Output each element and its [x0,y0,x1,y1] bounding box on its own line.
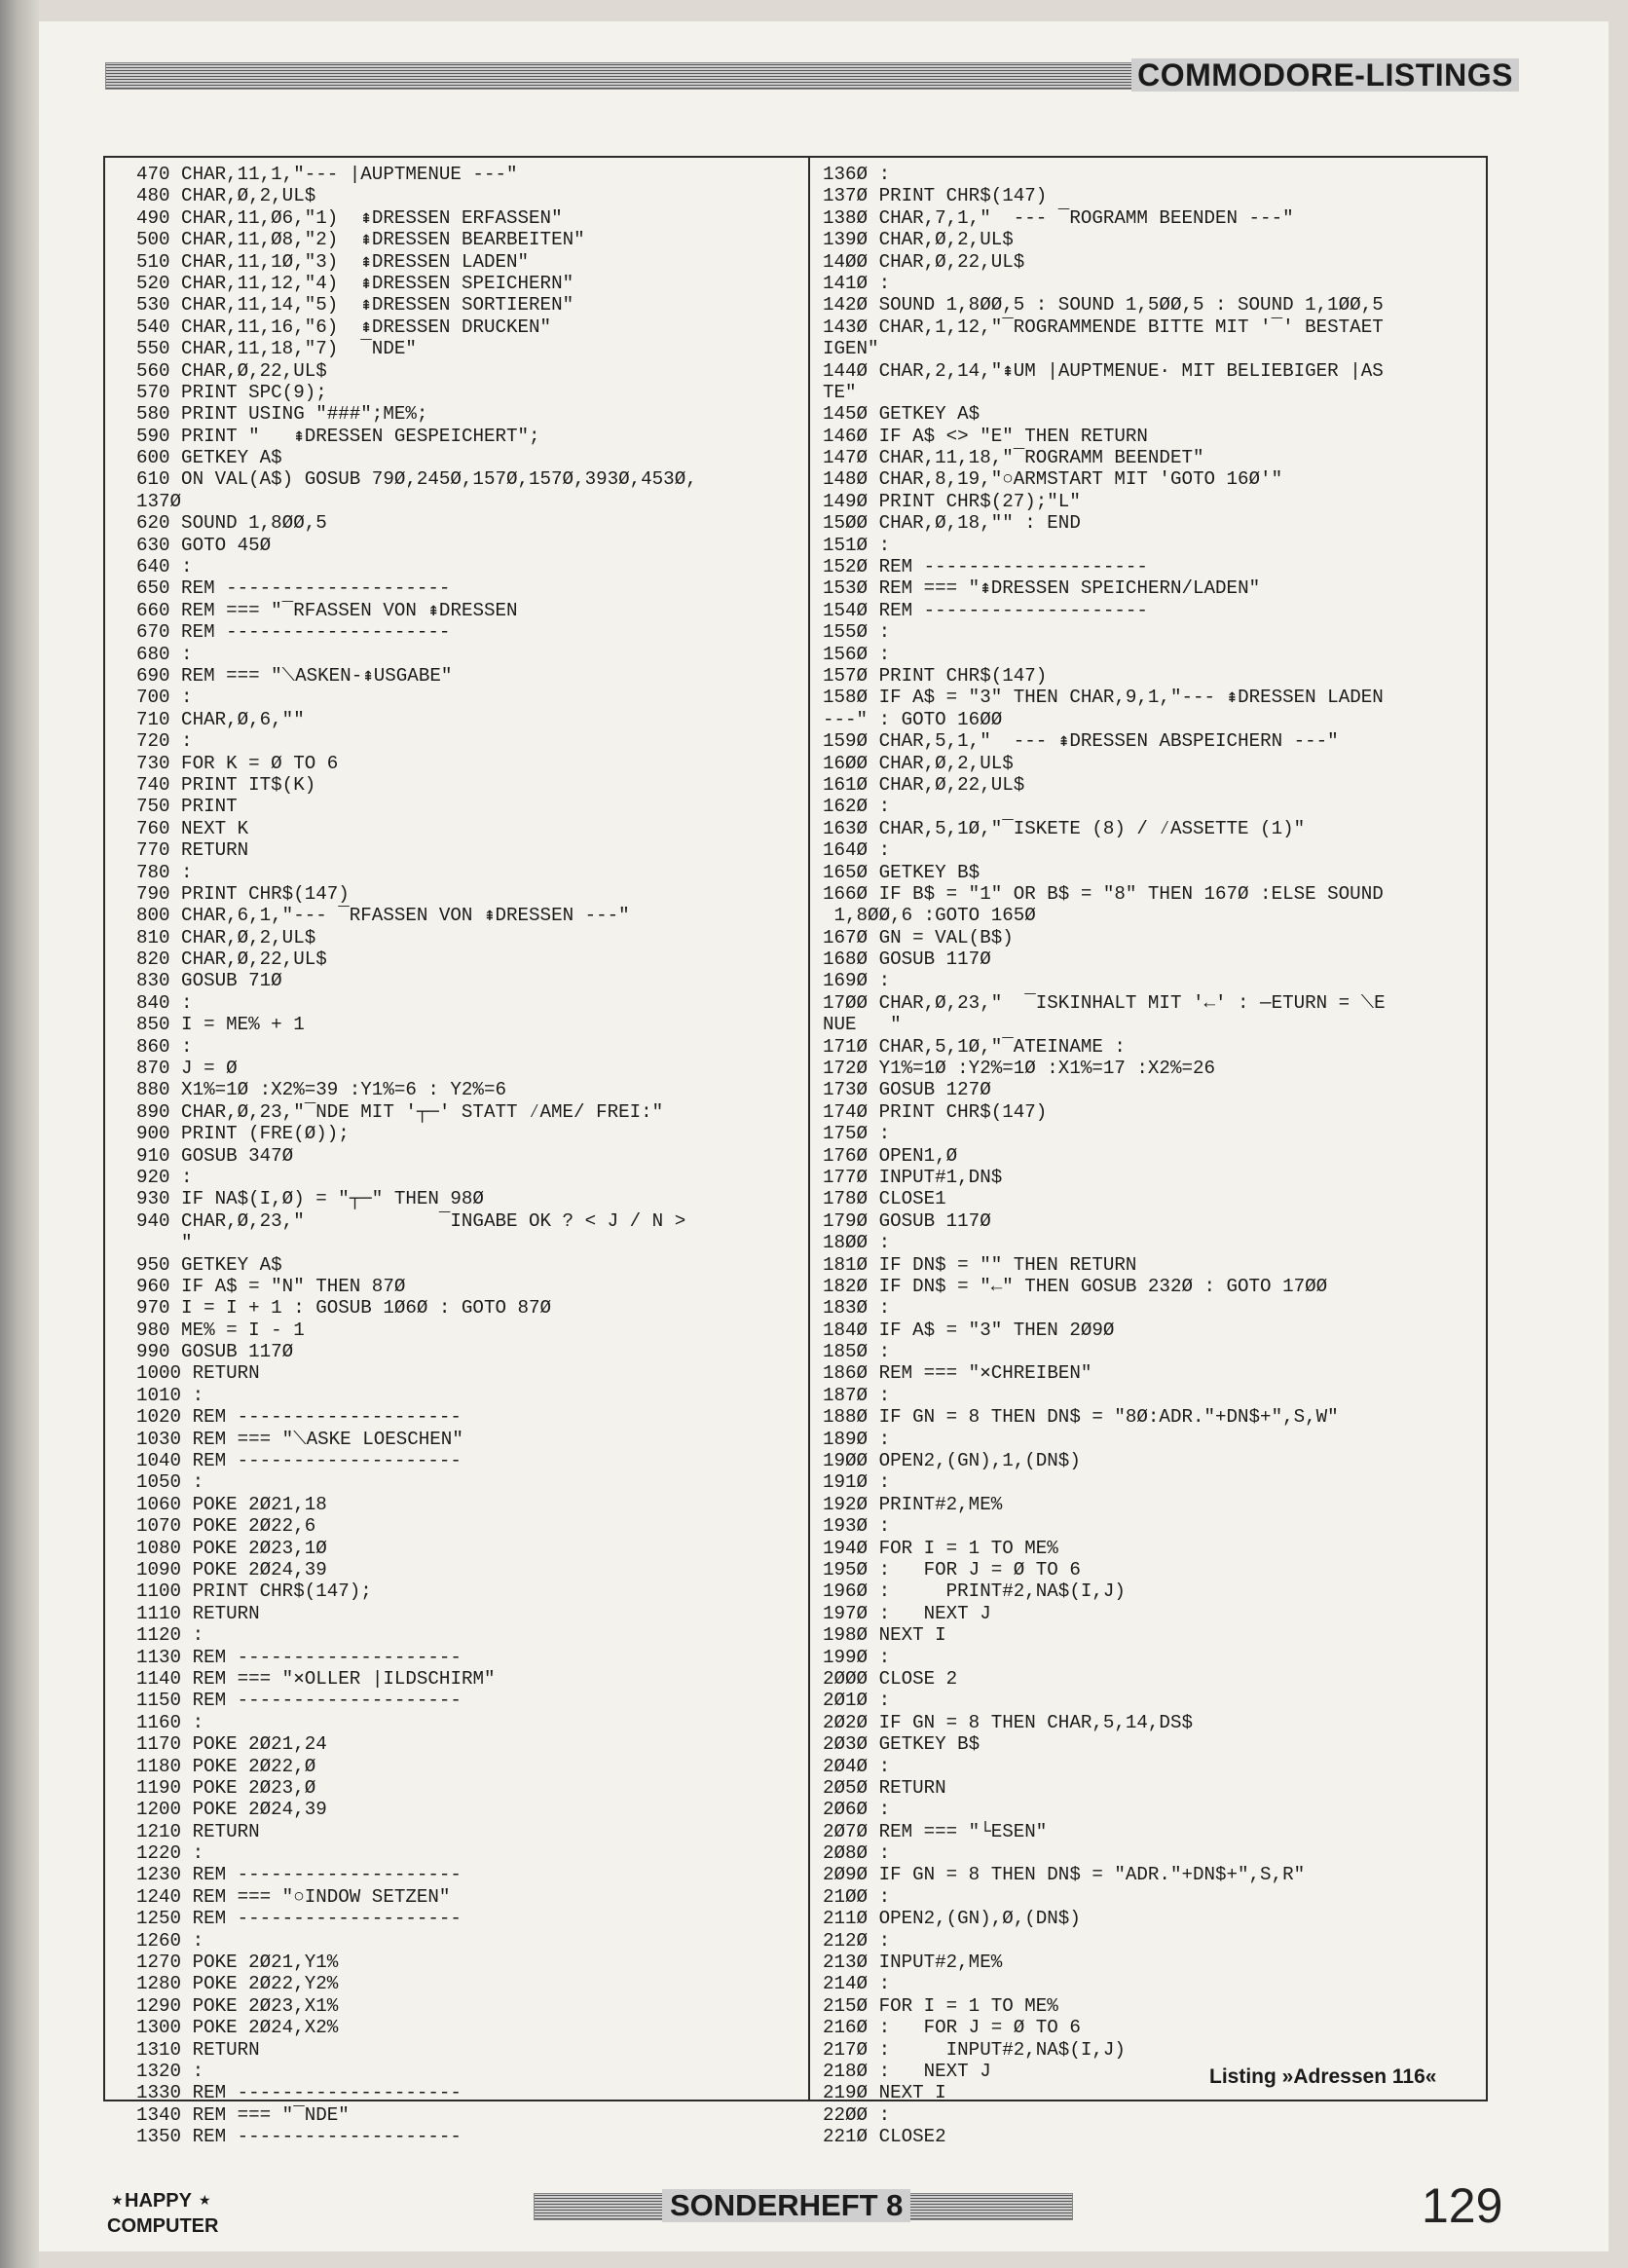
code-line: 670 REM -------------------- [136,621,451,644]
code-line: 15ØØ CHAR,Ø,18,"" : END [823,512,1081,535]
code-line: 138Ø CHAR,7,1," --- ‾ROGRAMM BEENDEN ---" [823,206,1294,229]
code-line: 590 PRINT " ⇞DRESSEN GESPEICHERT"; [136,425,540,447]
code-line: 1100 PRINT CHR$(147); [136,1580,372,1603]
code-line: 840 : [136,991,193,1014]
code-line: 800 CHAR,6,1,"--- ‾RFASSEN VON ⇞DRESSEN ---" [136,905,630,927]
code-line: IGEN" [823,338,879,360]
code-line: 166Ø IF B$ = "1" OR B$ = "8" THEN 167Ø :ELSE SOUND [823,882,1384,905]
code-line: 820 CHAR,Ø,22,UL$ [136,948,327,971]
code-line: 640 : [136,556,193,578]
svg-text:HAPPY: HAPPY [125,2190,192,2212]
code-line: 143Ø CHAR,1,12,"‾ROGRAMMENDE BITTE MIT '‾' BESTAET [823,316,1384,338]
code-line: 218Ø : NEXT J [823,2060,991,2082]
code-line: 1260 : [136,1929,204,1952]
code-line: 970 I = I + 1 : GOSUB 1Ø6Ø : GOTO 87Ø [136,1297,552,1320]
code-line: 159Ø CHAR,5,1," --- ⇞DRESSEN ABSPEICHERN ---" [823,730,1339,753]
code-line: 145Ø GETKEY A$ [823,403,980,426]
code-line: 690 REM === "⟍ASKEN-⇞USGABE" [136,664,453,687]
code-line: 17ØØ CHAR,Ø,23," ‾ISKINHALT MIT '←' : —ETURN = ⟍E [823,991,1386,1014]
code-line: 930 IF NA$(I,Ø) = "┬─" THEN 98Ø [136,1188,484,1210]
code-line: 1120 : [136,1624,204,1647]
code-line: 141Ø : [823,272,891,294]
code-line: 187Ø : [823,1384,891,1406]
code-line: 1030 REM === "⟍ASKE LOESCHEN" [136,1428,463,1450]
code-line: 610 ON VAL(A$) GOSUB 79Ø,245Ø,157Ø,157Ø,393Ø,453Ø, [136,468,697,491]
code-line: 199Ø : [823,1646,891,1668]
code-line: 189Ø : [823,1428,891,1450]
code-line: 185Ø : [823,1341,891,1363]
code-line: 740 PRINT IT$(K) [136,773,316,796]
code-line: 980 ME% = I - 1 [136,1319,305,1341]
code-line: 157Ø PRINT CHR$(147) [823,664,1048,687]
code-line: 900 PRINT (FRE(Ø)); [136,1123,350,1145]
code-line: 191Ø : [823,1471,891,1494]
code-line: 490 CHAR,11,Ø6,"1) ⇞DRESSEN ERFASSEN" [136,206,563,229]
code-line: 630 GOTO 45Ø [136,534,272,556]
code-line: 1090 POKE 2Ø24,39 [136,1559,327,1580]
code-line: 192Ø PRINT#2,ME% [823,1493,1003,1515]
code-line: 211Ø OPEN2,(GN),Ø,(DN$) [823,1908,1081,1930]
code-line: 1050 : [136,1471,204,1494]
code-line: 136Ø : [823,164,891,185]
code-line: 182Ø IF DN$ = "←" THEN GOSUB 232Ø : GOTO 17ØØ [823,1275,1328,1297]
code-line: 920 : [136,1166,193,1188]
page-number: 129 [1422,2178,1503,2233]
code-line: 2Ø9Ø IF GN = 8 THEN DN$ = "ADR."+DN$+",S,R" [823,1864,1306,1886]
code-line: 790 PRINT CHR$(147) [136,882,350,905]
code-line: 21ØØ : [823,1885,891,1908]
code-line: 162Ø : [823,796,891,818]
code-line: 148Ø CHAR,8,19,"○ARMSTART MIT 'GOTO 16Ø'" [823,468,1283,491]
happy-computer-logo [105,2183,234,2240]
code-line: 219Ø NEXT I [823,2082,946,2104]
svg-text:★: ★ [111,2193,124,2209]
code-line: 1230 REM -------------------- [136,1864,462,1886]
code-line: 1000 RETURN [136,1362,260,1385]
code-line: TE" [823,381,857,403]
section-title: COMMODORE-LISTINGS [1131,58,1519,92]
code-line: 540 CHAR,11,16,"6) ⇞DRESSEN DRUCKEN" [136,316,552,338]
code-line: 146Ø IF A$ <> "E" THEN RETURN [823,425,1148,447]
code-line: 850 I = ME% + 1 [136,1014,305,1036]
listing-column-right [823,164,1386,2148]
code-line: 580 PRINT USING "###";ME%; [136,403,428,426]
code-line: 1010 : [136,1384,204,1406]
listing-caption: Listing »Adressen 116« [1209,2065,1437,2088]
code-line: 470 CHAR,11,1,"--- |AUPTMENUE ---" [136,164,518,185]
code-line: 1240 REM === "○INDOW SETZEN" [136,1885,451,1908]
code-line: 181Ø IF DN$ = "" THEN RETURN [823,1253,1137,1276]
code-line: NUE " [823,1014,902,1036]
code-line: 1300 POKE 2Ø24,X2% [136,2017,339,2039]
code-line: 1060 POKE 2Ø21,18 [136,1493,327,1515]
code-line: 137Ø PRINT CHR$(147) [823,185,1048,207]
code-line: 147Ø CHAR,11,18,"‾ROGRAMM BEENDET" [823,447,1204,469]
code-line: 1290 POKE 2Ø23,X1% [136,1994,339,2017]
code-line: 184Ø IF A$ = "3" THEN 2Ø9Ø [823,1319,1115,1341]
code-line: 510 CHAR,11,1Ø,"3) ⇞DRESSEN LADEN" [136,250,530,273]
code-line: 480 CHAR,Ø,2,UL$ [136,185,316,207]
code-line: 760 NEXT K [136,817,249,839]
code-line: 530 CHAR,11,14,"5) ⇞DRESSEN SORTIEREN" [136,294,574,316]
code-line: 172Ø Y1%=1Ø :Y2%=1Ø :X1%=17 :X2%=26 [823,1058,1216,1080]
code-line: 890 CHAR,Ø,23,"‾NDE MIT '┬─' STATT ⁄AME/ FREI:" [136,1100,664,1123]
code-line: 1070 POKE 2Ø22,6 [136,1515,316,1538]
code-line: 990 GOSUB 117Ø [136,1341,294,1363]
column-divider [808,156,810,2101]
code-line: 18ØØ : [823,1232,891,1254]
code-line: 2Ø7Ø REM === "└ESEN" [823,1820,1048,1842]
code-line: 1190 POKE 2Ø23,Ø [136,1776,316,1799]
code-line: 139Ø CHAR,Ø,2,UL$ [823,229,1014,251]
code-line: 1140 REM === "⨯OLLER |ILDSCHIRM" [136,1667,496,1690]
code-line: 171Ø CHAR,5,1Ø,"‾ATEINAME : [823,1035,1126,1058]
code-line: 1210 RETURN [136,1820,260,1842]
code-line: " [136,1232,193,1254]
code-line: 154Ø REM -------------------- [823,599,1148,621]
code-line: 193Ø : [823,1515,891,1538]
code-line: 940 CHAR,Ø,23," ‾INGABE OK ? < J / N > [136,1209,686,1232]
code-line: 142Ø SOUND 1,8ØØ,5 : SOUND 1,5ØØ,5 : SOUND 1,1ØØ,5 [823,294,1384,316]
code-line: 950 GETKEY A$ [136,1253,282,1276]
code-line: 1350 REM -------------------- [136,2126,462,2148]
code-line: 165Ø GETKEY B$ [823,861,980,883]
code-line: 1,8ØØ,6 :GOTO 165Ø [823,905,1036,927]
code-line: 860 : [136,1035,193,1058]
code-line: 770 RETURN [136,839,249,862]
code-line: 810 CHAR,Ø,2,UL$ [136,926,316,948]
code-line: 780 : [136,861,193,883]
code-line: 750 PRINT [136,796,238,818]
code-line: 720 : [136,730,193,753]
code-line: 2Ø3Ø GETKEY B$ [823,1733,980,1756]
code-line: 194Ø FOR I = 1 TO ME% [823,1537,1058,1559]
code-line: 960 IF A$ = "N" THEN 87Ø [136,1275,406,1297]
code-line: 177Ø INPUT#1,DN$ [823,1166,1003,1188]
code-line: 2Ø1Ø : [823,1690,891,1712]
code-line: ---" : GOTO 16ØØ [823,708,1003,730]
code-line: 215Ø FOR I = 1 TO ME% [823,1994,1058,2017]
code-line: 153Ø REM === "⇞DRESSEN SPEICHERN/LADEN" [823,577,1261,600]
code-line: 1310 RETURN [136,2038,260,2061]
code-line: 680 : [136,643,193,665]
code-line: 620 SOUND 1,8ØØ,5 [136,512,327,535]
code-line: 700 : [136,687,193,709]
code-line: 144Ø CHAR,2,14,"⇞UM |AUPTMENUE· MIT BELIEBIGER |AS [823,359,1384,382]
code-line: 2Ø5Ø RETURN [823,1776,946,1799]
code-line: 2ØØØ CLOSE 2 [823,1667,958,1690]
code-line: 2Ø4Ø : [823,1755,891,1777]
code-line: 600 GETKEY A$ [136,447,282,469]
code-line: 2Ø8Ø : [823,1842,891,1865]
code-line: 214Ø : [823,1973,891,1995]
code-line: 1220 : [136,1842,204,1865]
code-line: 1110 RETURN [136,1602,260,1624]
code-line: 186Ø REM === "⨯CHREIBEN" [823,1362,1092,1385]
code-line: 550 CHAR,11,18,"7) ‾NDE" [136,338,417,360]
code-line: 161Ø CHAR,Ø,22,UL$ [823,773,1025,796]
code-line: 167Ø GN = VAL(B$) [823,926,1014,948]
code-line: 158Ø IF A$ = "3" THEN CHAR,9,1,"--- ⇞DRESSEN LADEN [823,687,1384,709]
code-line: 650 REM -------------------- [136,577,451,600]
code-line: 221Ø CLOSE2 [823,2126,946,2148]
listing-column-left [136,164,697,2148]
code-line: 1330 REM -------------------- [136,2082,462,2104]
code-line: 164Ø : [823,839,891,862]
code-line: 1280 POKE 2Ø22,Y2% [136,1973,339,1995]
code-line: 1320 : [136,2060,204,2082]
code-line: 14ØØ CHAR,Ø,22,UL$ [823,250,1025,273]
code-line: 196Ø : PRINT#2,NA$(I,J) [823,1580,1126,1603]
issue-title: SONDERHEFT 8 [662,2189,910,2222]
code-line: 1080 POKE 2Ø23,1Ø [136,1537,327,1559]
code-line: 174Ø PRINT CHR$(147) [823,1100,1048,1123]
code-line: 151Ø : [823,534,891,556]
code-line: 216Ø : FOR J = Ø TO 6 [823,2017,1081,2039]
code-line: 179Ø GOSUB 117Ø [823,1209,991,1232]
code-line: 156Ø : [823,643,891,665]
code-line: 22ØØ : [823,2103,891,2126]
code-line: 730 FOR K = Ø TO 6 [136,752,339,774]
code-line: 212Ø : [823,1929,891,1952]
code-line: 149Ø PRINT CHR$(27);"L" [823,490,1081,512]
code-line: 19ØØ OPEN2,(GN),1,(DN$) [823,1450,1081,1472]
code-line: 152Ø REM -------------------- [823,556,1148,578]
code-line: 16ØØ CHAR,Ø,2,UL$ [823,752,1014,774]
code-line: 155Ø : [823,621,891,644]
code-line: 173Ø GOSUB 127Ø [823,1079,991,1101]
code-line: 910 GOSUB 347Ø [136,1144,294,1167]
code-line: 1270 POKE 2Ø21,Y1% [136,1952,339,1974]
code-line: 176Ø OPEN1,Ø [823,1144,958,1167]
code-line: 880 X1%=1Ø :X2%=39 :Y1%=6 : Y2%=6 [136,1079,506,1101]
code-line: 169Ø : [823,970,891,992]
code-line: 2Ø2Ø IF GN = 8 THEN CHAR,5,14,DS$ [823,1711,1193,1733]
code-line: 1170 POKE 2Ø21,24 [136,1733,327,1756]
code-line: 500 CHAR,11,Ø8,"2) ⇞DRESSEN BEARBEITEN" [136,229,585,251]
code-line: 188Ø IF GN = 8 THEN DN$ = "8Ø:ADR."+DN$+",S,W" [823,1406,1339,1429]
code-line: 198Ø NEXT I [823,1624,946,1647]
code-line: 1020 REM -------------------- [136,1406,462,1429]
code-line: 178Ø CLOSE1 [823,1188,946,1210]
code-line: 660 REM === "‾RFASSEN VON ⇞DRESSEN [136,599,518,621]
code-line: 197Ø : NEXT J [823,1602,991,1624]
code-line: 175Ø : [823,1123,891,1145]
code-line: 168Ø GOSUB 117Ø [823,948,991,971]
svg-text:★: ★ [199,2193,211,2209]
code-line: 195Ø : FOR J = Ø TO 6 [823,1559,1081,1580]
code-line: 710 CHAR,Ø,6,"" [136,708,305,730]
code-line: 1130 REM -------------------- [136,1646,462,1668]
code-line: 870 J = Ø [136,1058,238,1080]
code-line: 1200 POKE 2Ø24,39 [136,1799,327,1821]
code-line: 1040 REM -------------------- [136,1450,462,1472]
code-line: 213Ø INPUT#2,ME% [823,1952,1003,1974]
code-line: 183Ø : [823,1297,891,1320]
code-line: 1180 POKE 2Ø22,Ø [136,1755,316,1777]
code-line: 1340 REM === "‾NDE" [136,2103,350,2126]
code-line: 137Ø [136,490,182,512]
code-line: 570 PRINT SPC(9); [136,381,327,403]
code-line: 217Ø : INPUT#2,NA$(I,J) [823,2038,1126,2061]
svg-text:COMPUTER: COMPUTER [107,2215,219,2237]
code-line: 520 CHAR,11,12,"4) ⇞DRESSEN SPEICHERN" [136,272,574,294]
code-line: 1150 REM -------------------- [136,1690,462,1712]
code-line: 163Ø CHAR,5,1Ø,"‾ISKETE (8) / ⁄ASSETTE (1)" [823,817,1306,839]
code-line: 2Ø6Ø : [823,1799,891,1821]
code-line: 1250 REM -------------------- [136,1908,462,1930]
code-line: 560 CHAR,Ø,22,UL$ [136,359,327,382]
binding-shadow [0,0,39,2268]
code-line: 830 GOSUB 71Ø [136,970,282,992]
code-line: 1160 : [136,1711,204,1733]
